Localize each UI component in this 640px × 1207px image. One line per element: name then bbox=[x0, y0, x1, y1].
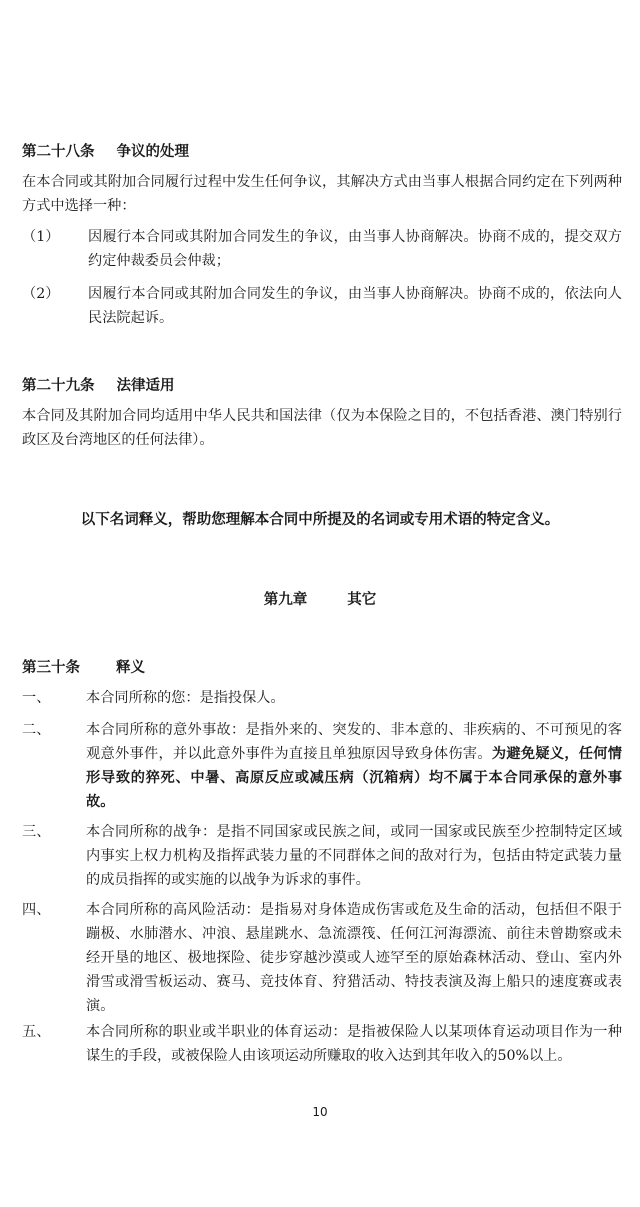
article-29-text: 本合同及其附加合同均适用中华人民共和国法律（仅为本保险之目的，不包括香港、澳门特别行政区及台湾地区的任何法律）。 bbox=[22, 408, 622, 448]
item-text: 本合同所称的高风险活动：是指易对身体造成伤害或危及生命的活动，包括但不限于蹦极、水肺潜水、冲浪、悬崖跳水、急流漂筏、任何江河海漂流、前往未曾勘察或未经开垦的地区、极地探险、徒步穿越沙漠或人迹罕至的原始森林活动、登山、室内外滑雪或滑雪板运动、赛马、竞技体育、狩猎活动、特技表演及海上船只的速度赛或表演。 bbox=[86, 902, 622, 1014]
item-text: 本合同所称的职业或半职业的体育运动：是指被保险人以某项体育运动项目作为一种谋生的手段，或被保险人由该项运动所赚取的收入达到其年收入的50%以上。 bbox=[86, 1024, 622, 1064]
chapter-heading bbox=[0, 588, 640, 609]
item-number: （2） bbox=[22, 286, 60, 302]
item-number: 四、 bbox=[22, 902, 51, 918]
article-28-number: 第二十八条 bbox=[22, 143, 95, 160]
article-28-item-1 bbox=[22, 225, 622, 273]
definition-item-3 bbox=[22, 820, 622, 892]
article-29-heading bbox=[22, 374, 175, 395]
item-number: 二、 bbox=[22, 722, 51, 738]
item-number: 一、 bbox=[22, 690, 51, 706]
page-number: 10 bbox=[312, 1105, 328, 1119]
item-text: 因履行本合同或其附加合同发生的争议，由当事人协商解决。协商不成的，依法向人民法院起诉。 bbox=[88, 286, 622, 326]
chapter-number: 第九章 bbox=[263, 591, 308, 608]
article-29-title: 法律适用 bbox=[116, 377, 175, 394]
item-text: 本合同所称的您：是指投保人。 bbox=[86, 690, 285, 706]
definition-item-4 bbox=[22, 898, 622, 1018]
definitions-notice: 以下名词释义，帮助您理解本合同中所提及的名词或专用术语的特定含义。 bbox=[80, 512, 560, 528]
item-text: 因履行本合同或其附加合同发生的争议，由当事人协商解决。协商不成的，提交双方约定仲裁委员会仲裁； bbox=[88, 229, 622, 269]
article-28-item-2 bbox=[22, 282, 622, 330]
item-text: 本合同所称的意外事故：是指外来的、突发的、非本意的、非疾病的、不可预见的客观意外事件，并以此意外事件为直接且单独原因导致身体伤害。为避免疑义，任何情形导致的猝死、中暑、高原反应或减压病（沉箱病）均不属于本合同承保的意外事故。 bbox=[86, 722, 622, 810]
article-30-number: 第三十条 bbox=[22, 659, 80, 676]
item-number: 三、 bbox=[22, 824, 51, 840]
item-text: 本合同所称的战争：是指不同国家或民族之间，或同一国家或民族至少控制特定区域内事实上权力机构及指挥武装力量的不同群体之间的敌对行为，包括由特定武装力量的成员指挥的或实施的以战争为诉求的事件。 bbox=[86, 824, 622, 888]
article-30-title: 释义 bbox=[116, 659, 145, 676]
definition-item-5 bbox=[22, 1020, 622, 1068]
item-number: 五、 bbox=[22, 1024, 51, 1040]
chapter-title: 其它 bbox=[347, 591, 377, 608]
definition-item-1 bbox=[22, 686, 622, 710]
item-number: （1） bbox=[22, 229, 60, 245]
definition-item-2 bbox=[22, 718, 622, 814]
item-emphasis: 为避免疑义，任何情形导致的猝死、中暑、高原反应或减压病（沉箱病）均不属于本合同承保的意外事故。 bbox=[86, 746, 622, 810]
article-28-title: 争议的处理 bbox=[116, 143, 189, 160]
article-28-intro: 在本合同或其附加合同履行过程中发生任何争议，其解决方式由当事人根据合同约定在下列两种方式中选择一种： bbox=[22, 174, 622, 214]
article-30-heading bbox=[22, 656, 145, 677]
article-28-heading bbox=[22, 140, 189, 161]
article-29-number: 第二十九条 bbox=[22, 377, 95, 394]
